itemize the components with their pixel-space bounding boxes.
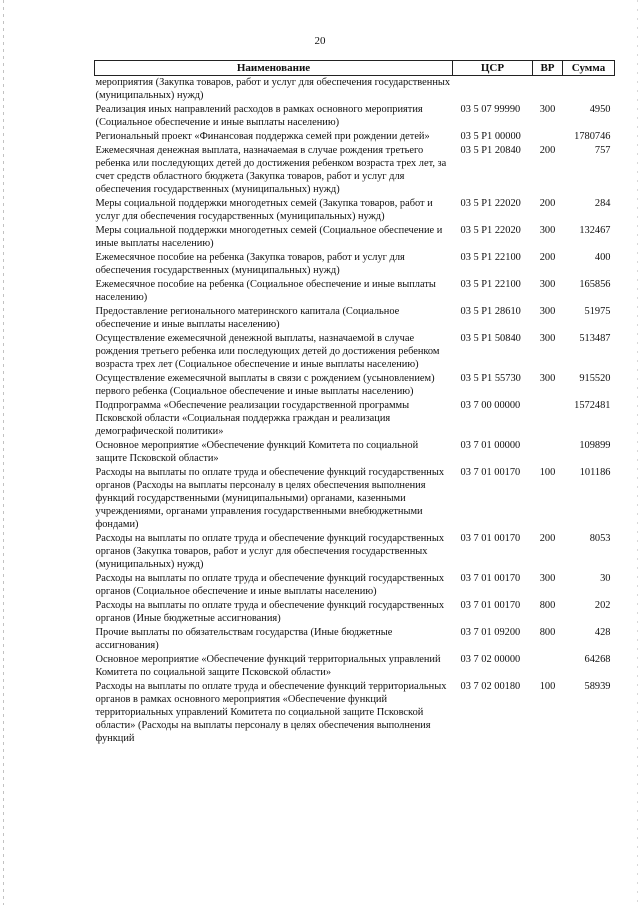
row-sum-cell: 1780746 [574, 131, 611, 142]
row-csr-cell: 03 7 00 00000 [460, 400, 521, 411]
row-sum-cell: 757 [594, 145, 611, 156]
row-name-cell: Меры социальной поддержки многодетных семей (Социальное обеспечение и иные выплаты населению) [95, 225, 443, 249]
row-sum-cell: 4950 [589, 104, 611, 115]
row-vr-cell [533, 76, 563, 104]
row-sum-cell: 915520 [579, 373, 611, 384]
row-name-cell: Осуществление ежемесячной денежной выплаты, назначаемой в случае рождения третьего ребенка или последующих детей до достижения ребенком возраста трех лет (Социальное обеспечение и иные выплаты населению) [95, 333, 440, 370]
row-sum-cell: 132467 [579, 225, 611, 236]
row-sum-cell: 165856 [579, 279, 611, 290]
table-row [95, 251, 615, 278]
row-vr-cell [533, 399, 563, 439]
row-vr-cell: 800 [539, 627, 556, 638]
table-row [95, 144, 615, 197]
row-name-cell: Расходы на выплаты по оплате труда и обеспечение функций территориальных органов в рамках основного мероприятия «Обеспечение функций территориальных управлений Комитета по социальной защите Псковской области» (Расходы на выплаты персоналу в целях обеспечения выполнения функций [95, 681, 447, 744]
row-sum-cell: 64268 [584, 654, 611, 665]
row-sum-cell: 400 [594, 252, 611, 263]
table-row [95, 305, 615, 332]
header-sum: Сумма [563, 61, 615, 76]
row-vr-cell: 300 [539, 333, 556, 344]
row-name-cell: Ежемесячная денежная выплата, назначаемая в случае рождения третьего ребенка или последующих детей до достижения ребенком возраста трех лет, за счет средств областного бюджета (Закупка товаров, работ и услуг для обеспечения государственных (муниципальных) нужд) [95, 145, 447, 195]
row-vr-cell: 200 [539, 252, 556, 263]
row-name-cell: Ежемесячное пособие на ребенка (Закупка товаров, работ и услуг для обеспечения государственных (муниципальных) нужд) [95, 252, 405, 276]
row-csr-cell: 03 7 01 00000 [460, 440, 521, 451]
row-sum-cell: 428 [594, 627, 611, 638]
table-body [95, 76, 615, 747]
row-name-cell: Расходы на выплаты по оплате труда и обеспечение функций государственных органов (Социальное обеспечение и иные выплаты населению) [95, 573, 445, 597]
row-vr-cell: 300 [539, 279, 556, 290]
row-vr-cell: 200 [539, 533, 556, 544]
table-row [95, 626, 615, 653]
row-csr-cell: 03 7 01 00170 [460, 600, 521, 611]
row-csr-cell: 03 5 Р1 50840 [460, 333, 521, 344]
row-csr-cell: 03 5 Р1 22100 [460, 279, 521, 290]
table-row [95, 439, 615, 466]
row-name-cell: Ежемесячное пособие на ребенка (Социальное обеспечение и иные выплаты населению) [95, 279, 436, 303]
row-vr-cell: 300 [539, 104, 556, 115]
row-csr-cell: 03 7 01 09200 [460, 627, 521, 638]
row-sum-cell: 58939 [584, 681, 611, 692]
row-csr-cell: 03 5 Р1 00000 [460, 131, 521, 142]
page-number: 20 [314, 35, 326, 47]
scan-edge-left [3, 0, 4, 905]
table-row [95, 653, 615, 680]
row-sum-cell: 202 [594, 600, 611, 611]
row-sum-cell: 30 [600, 573, 611, 584]
table-row [95, 224, 615, 251]
scan-edge-right [637, 0, 638, 905]
row-vr-cell: 300 [539, 306, 556, 317]
row-csr-cell [453, 76, 533, 104]
table-row [95, 466, 615, 532]
row-sum-cell: 109899 [579, 440, 611, 451]
row-sum-cell: 8053 [589, 533, 611, 544]
row-vr-cell: 200 [539, 145, 556, 156]
row-csr-cell: 03 7 02 00180 [460, 681, 521, 692]
row-sum-cell: 51975 [584, 306, 611, 317]
table-row [95, 103, 615, 130]
row-csr-cell: 03 5 Р1 22020 [460, 198, 521, 209]
table-row [95, 372, 615, 399]
row-vr-cell: 100 [539, 681, 556, 692]
row-name-cell: Основное мероприятие «Обеспечение функций территориальных управлений Комитета по социальной защите Псковской области» [95, 654, 441, 678]
row-vr-cell [533, 439, 563, 466]
header-vr: ВР [533, 61, 563, 76]
row-csr-cell: 03 5 Р1 22020 [460, 225, 521, 236]
row-name-cell: Расходы на выплаты по оплате труда и обеспечение функций государственных органов (Закупка товаров, работ и услуг для обеспечения государственных (муниципальных) нужд) [95, 533, 445, 570]
row-sum-cell: 284 [594, 198, 611, 209]
table-row [95, 197, 615, 224]
header-name: Наименование [95, 61, 453, 76]
table-row [95, 599, 615, 626]
row-vr-cell [533, 653, 563, 680]
row-csr-cell: 03 5 Р1 55730 [460, 373, 521, 384]
row-csr-cell: 03 7 01 00170 [460, 533, 521, 544]
row-sum-cell [563, 76, 615, 104]
row-csr-cell: 03 5 Р1 22100 [460, 252, 521, 263]
table-row [95, 532, 615, 572]
row-sum-cell: 1572481 [574, 400, 611, 411]
row-name-cell: Основное мероприятие «Обеспечение функций Комитета по социальной защите Псковской области» [95, 440, 419, 464]
row-name-cell: Прочие выплаты по обязательствам государства (Иные бюджетные ассигнования) [95, 627, 393, 651]
row-csr-cell: 03 5 Р1 20840 [460, 145, 521, 156]
row-sum-cell: 101186 [579, 467, 611, 478]
row-csr-cell: 03 7 01 00170 [460, 467, 521, 478]
row-name-cell: Подпрограмма «Обеспечение реализации государственной программы Псковской области «Социальная поддержка граждан и реализация демографической политики» [95, 400, 410, 437]
row-sum-cell: 513487 [579, 333, 611, 344]
table-row [95, 399, 615, 439]
row-name-cell: Расходы на выплаты по оплате труда и обеспечение функций государственных органов (Расходы на выплаты персоналу в целях обеспечения выполнения функций государственными (муниципальными) органами, казенными учреждениями, органами управления государственными внебюджетными фондами) [95, 467, 445, 530]
row-csr-cell: 03 5 07 99990 [460, 104, 521, 115]
budget-table [94, 60, 615, 746]
row-name-cell: Меры социальной поддержки многодетных семей (Закупка товаров, работ и услуг для обеспечения государственных (муниципальных) нужд) [95, 198, 433, 222]
table-header-row [95, 61, 615, 76]
row-name-cell: Расходы на выплаты по оплате труда и обеспечение функций государственных органов (Иные бюджетные ассигнования) [95, 600, 445, 624]
row-vr-cell: 200 [539, 198, 556, 209]
table-row [95, 680, 615, 746]
row-vr-cell [533, 130, 563, 144]
row-name-cell: Региональный проект «Финансовая поддержка семей при рождении детей» [95, 131, 430, 142]
row-name-cell: Осуществление ежемесячной выплаты в связи с рождением (усыновлением) первого ребенка (Социальное обеспечение и иные выплаты населению) [95, 373, 435, 397]
row-vr-cell: 800 [539, 600, 556, 611]
row-name-cell: Предоставление регионального материнского капитала (Социальное обеспечение и иные выплаты населению) [95, 306, 400, 330]
row-vr-cell: 300 [539, 225, 556, 236]
row-csr-cell: 03 7 01 00170 [460, 573, 521, 584]
row-name-cell: мероприятия (Закупка товаров, работ и услуг для обеспечения государственных (муниципальных) нужд) [95, 77, 451, 101]
row-name-cell: Реализация иных направлений расходов в рамках основного мероприятия (Социальное обеспечение и иные выплаты населению) [95, 104, 423, 128]
table-row [95, 130, 615, 144]
row-csr-cell: 03 5 Р1 28610 [460, 306, 521, 317]
table-row [95, 332, 615, 372]
row-csr-cell: 03 7 02 00000 [460, 654, 521, 665]
row-vr-cell: 300 [539, 373, 556, 384]
header-csr: ЦСР [453, 61, 533, 76]
table-row [95, 76, 615, 104]
row-vr-cell: 300 [539, 573, 556, 584]
row-vr-cell: 100 [539, 467, 556, 478]
table-row [95, 278, 615, 305]
table-row [95, 572, 615, 599]
